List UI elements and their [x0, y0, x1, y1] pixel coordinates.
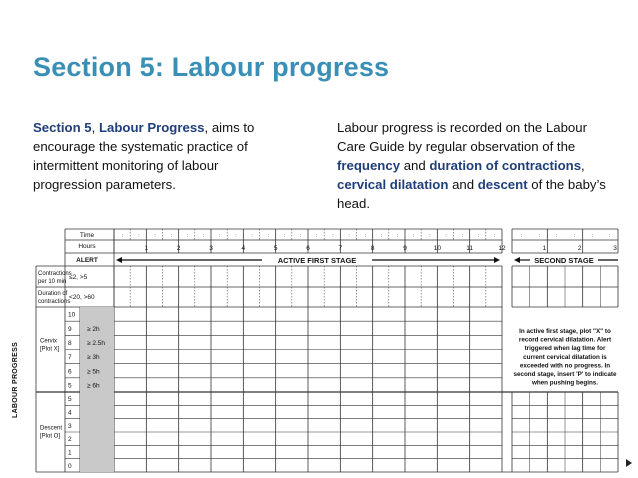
- instruction-line: when pushing begins.: [531, 379, 599, 387]
- time-colon: :: [186, 233, 189, 239]
- contractions-alert-value: ≤2, >5: [69, 274, 88, 281]
- active-stage-label: ACTIVE FIRST STAGE: [277, 256, 357, 265]
- time-colon: :: [267, 233, 269, 239]
- time-colon: :: [573, 233, 576, 239]
- cervix-value: 10: [68, 311, 76, 319]
- time-colon: :: [380, 233, 383, 239]
- descent-value: 3: [68, 422, 72, 430]
- descent-value: 4: [68, 409, 72, 417]
- time-colon: :: [235, 233, 237, 239]
- descent-value: 1: [68, 449, 72, 457]
- instruction-line: In active first stage, plot "X" to: [519, 328, 611, 335]
- instruction-line: triggered when lag time for: [524, 345, 606, 353]
- contractions-label: Contractions: [38, 271, 72, 277]
- time-colon: :: [609, 233, 611, 239]
- time-colon: :: [316, 233, 318, 239]
- cervix-label: Cervix: [40, 338, 58, 345]
- hour-number: 4: [241, 245, 246, 252]
- duration-text: duration of contractions: [429, 158, 582, 173]
- cervix-alert-value: ≥ 6h: [87, 382, 100, 390]
- time-colon: :: [520, 233, 523, 239]
- hour-number: 2: [176, 245, 181, 252]
- hour-number: 10: [433, 245, 441, 252]
- arrow-head-icon: [514, 257, 520, 263]
- time-colon: :: [591, 233, 593, 239]
- hour-number: 9: [403, 245, 407, 252]
- right-paragraph-text: Labour progress is recorded on the Labour Care Guide by regular observation of the: [337, 120, 587, 154]
- hour-number: 7: [338, 245, 343, 252]
- hour-number: 2: [577, 245, 582, 252]
- labour-care-guide-grid: [14, 226, 624, 474]
- hour-number: 8: [370, 245, 375, 252]
- time-colon: :: [477, 233, 480, 239]
- right-paragraph-text: and: [400, 158, 430, 173]
- right-paragraph-text: ,: [581, 158, 585, 173]
- cervix-value: 8: [68, 339, 72, 347]
- time-colon: :: [122, 233, 124, 239]
- arrow-head-icon: [116, 257, 122, 263]
- section-number-text: Section 5: [33, 120, 92, 135]
- right-paragraph-text: of the baby’s head.: [337, 177, 606, 211]
- time-colon: :: [332, 233, 334, 239]
- left-paragraph-text: ,: [91, 120, 99, 135]
- instruction-line: current cervical dilatation is: [523, 353, 607, 361]
- labour-progress-section-label: LABOUR PROGRESS: [12, 341, 19, 419]
- descent-value: 0: [68, 462, 72, 470]
- hour-number: 1: [144, 245, 149, 252]
- descent-value: 2: [68, 436, 72, 444]
- time-colon: :: [202, 233, 205, 239]
- descent-text: descent: [477, 177, 528, 192]
- time-row-label: Time: [79, 232, 95, 239]
- cervix-alert-value: ≥ 5h: [87, 368, 100, 376]
- duration-label: contractions: [38, 299, 71, 305]
- hour-number: 3: [613, 245, 617, 252]
- time-colon: :: [556, 233, 558, 239]
- second-stage-label: SECOND STAGE: [534, 256, 594, 265]
- time-colon: :: [396, 233, 399, 239]
- cervical-dilatation-text: cervical dilatation: [337, 177, 449, 192]
- cervix-value: 6: [68, 368, 72, 376]
- time-colon: :: [364, 233, 366, 239]
- left-paragraph: [33, 118, 288, 194]
- hour-number: 11: [466, 245, 474, 252]
- descent-label: [Plot O]: [40, 433, 61, 440]
- instruction-line: record cervical dilatation. Alert: [518, 336, 612, 344]
- hour-number: 12: [498, 245, 506, 252]
- duration-label: Duration of: [38, 291, 68, 297]
- cervix-value: 5: [68, 382, 72, 390]
- instruction-line: second stage, insert 'P' to indicate: [513, 371, 617, 378]
- cervix-alert-value: ≥ 2h: [87, 325, 100, 333]
- time-colon: :: [493, 233, 496, 239]
- cervix-alert-value: ≥ 3h: [87, 354, 100, 362]
- cervix-alert-value: ≥ 2.5h: [87, 339, 106, 347]
- time-colon: :: [461, 233, 463, 239]
- time-colon: :: [429, 233, 431, 239]
- time-colon: :: [348, 233, 350, 239]
- duration-alert-value: <20, >60: [69, 294, 95, 301]
- instruction-line: exceeded with no progress. In: [519, 362, 611, 370]
- right-paragraph-text: and: [448, 177, 478, 192]
- descent-value: 5: [68, 396, 72, 404]
- hour-number: 1: [542, 245, 547, 252]
- time-colon: :: [138, 233, 140, 239]
- right-paragraph: [337, 118, 617, 213]
- descent-label: Descent: [40, 425, 63, 432]
- time-colon: :: [445, 233, 447, 239]
- section-name-text: Labour Progress: [98, 120, 205, 135]
- time-colon: :: [283, 233, 286, 239]
- time-colon: :: [413, 233, 415, 239]
- slide-nav-marker-icon[interactable]: [626, 459, 632, 467]
- time-colon: :: [154, 233, 156, 239]
- time-colon: :: [538, 233, 540, 239]
- cervix-value: 7: [68, 354, 72, 362]
- time-colon: :: [251, 233, 253, 239]
- frequency-text: frequency: [337, 158, 401, 173]
- left-paragraph-text: , aims to encourage the systematic practice of intermittent monitoring of labour progression parameters.: [33, 120, 255, 192]
- time-colon: :: [299, 233, 302, 239]
- hour-number: 5: [273, 245, 278, 252]
- time-colon: :: [219, 233, 221, 239]
- cervix-value: 9: [68, 325, 72, 333]
- cervix-label: [Plot X]: [40, 346, 60, 353]
- contractions-label: per 10 min: [38, 279, 67, 285]
- alert-row-label: ALERT: [76, 257, 98, 264]
- hours-row-label: Hours: [78, 243, 96, 250]
- time-colon: :: [170, 233, 172, 239]
- hour-number: 3: [209, 245, 213, 252]
- hour-number: 6: [306, 245, 310, 252]
- slide-title: Section 5: Labour progress: [33, 52, 390, 82]
- arrow-head-icon: [494, 257, 500, 263]
